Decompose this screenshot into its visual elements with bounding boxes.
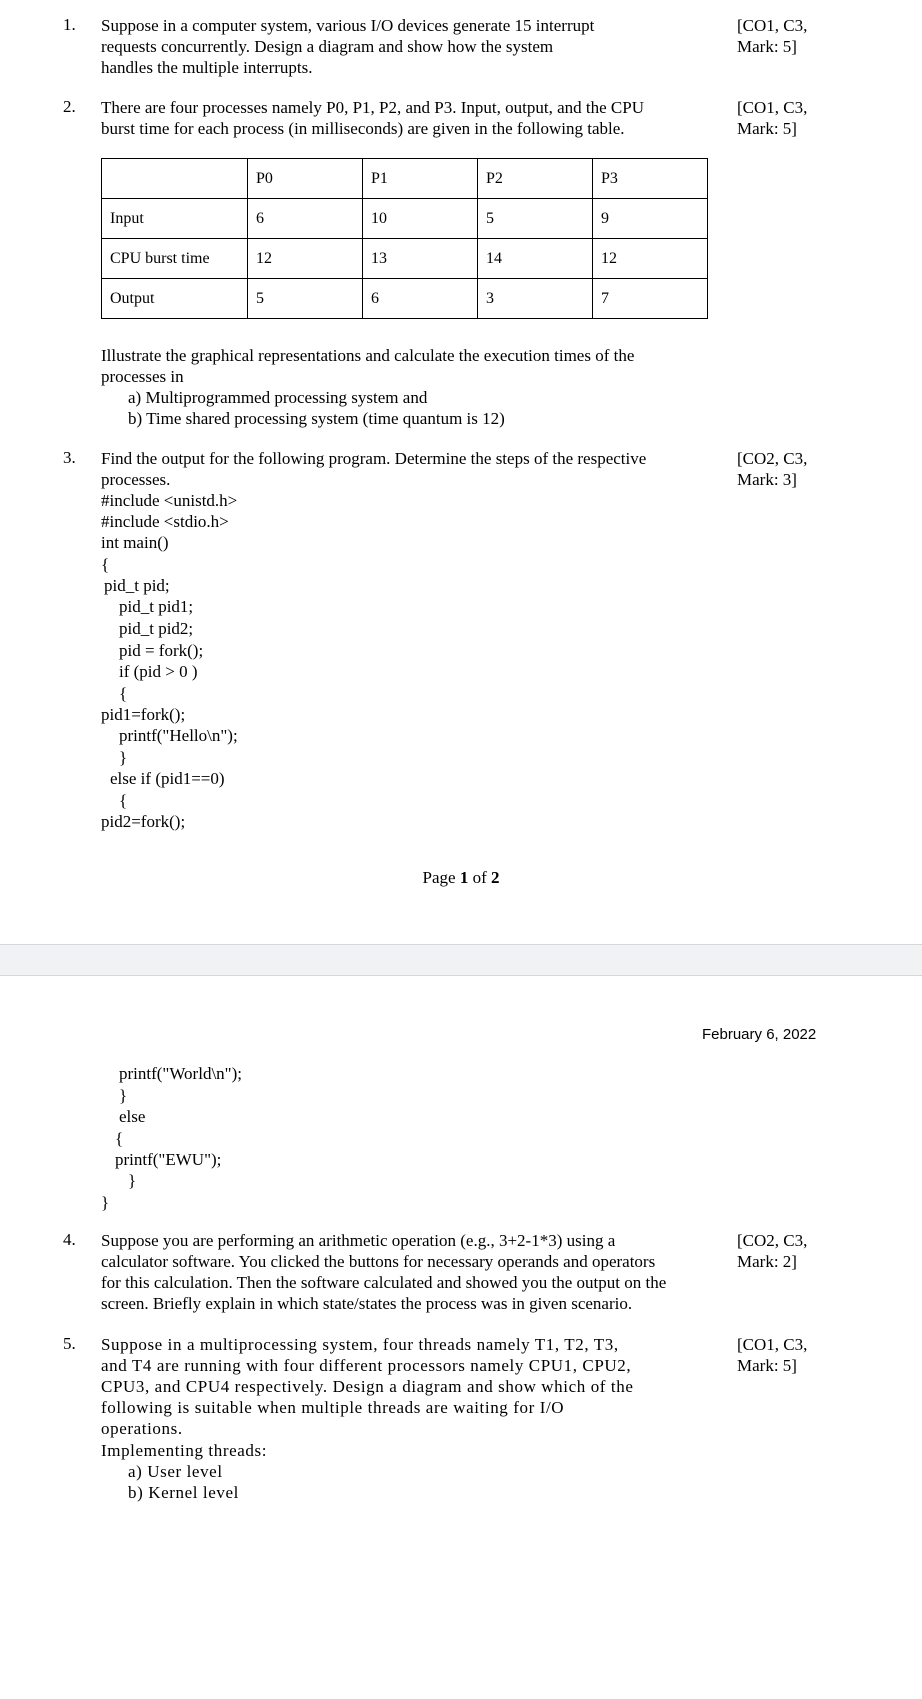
q5-subitem-b: b) Kernel level	[128, 1483, 239, 1502]
q5-mark-2: Mark: 5]	[737, 1356, 797, 1375]
q4-line-2: calculator software. You clicked the buttons for necessary operands and operators	[101, 1252, 656, 1271]
code-line: else	[119, 1107, 146, 1126]
code-line: printf("Hello\n");	[119, 726, 238, 745]
q1-mark-2: Mark: 5]	[737, 37, 797, 56]
table-row	[102, 279, 708, 319]
q1-line-2: requests concurrently. Design a diagram and show how the system	[101, 37, 554, 56]
q5-line-2: and T4 are running with four different processors namely CPU1, CPU2,	[101, 1356, 632, 1375]
table-cell: 13	[363, 239, 478, 279]
table-cell: Input	[102, 199, 248, 239]
q3-line-1: Find the output for the following program. Determine the steps of the respective	[101, 449, 647, 468]
q5-line-4: following is suitable when multiple threads are waiting for I/O	[101, 1398, 565, 1417]
code-line: pid_t pid;	[104, 576, 170, 595]
q3-mark-1: [CO2, C3,	[737, 449, 808, 468]
code-line: }	[119, 748, 128, 767]
table-cell: 9	[593, 199, 708, 239]
q5-number: 5.	[63, 1334, 76, 1353]
q4-mark-2: Mark: 2]	[737, 1252, 797, 1271]
table-cell: 6	[363, 279, 478, 319]
q5-line-6: Implementing threads:	[101, 1441, 268, 1460]
code-line: int main()	[101, 533, 169, 552]
q4-number: 4.	[63, 1230, 76, 1249]
q2-subitem-a: a) Multiprogrammed processing system and	[128, 388, 428, 407]
table-cell: 5	[248, 279, 363, 319]
q3-number: 3.	[63, 448, 76, 467]
table-header-cell: P2	[478, 159, 593, 199]
q1-number: 1.	[63, 15, 76, 34]
table-header-row	[102, 159, 708, 199]
table-header-cell: P3	[593, 159, 708, 199]
q2-line-2: burst time for each process (in milliseconds) are given in the following table.	[101, 119, 625, 138]
table-header-cell: P1	[363, 159, 478, 199]
q3-line-2: processes.	[101, 470, 171, 489]
table-cell: 6	[248, 199, 363, 239]
q5-line-3: CPU3, and CPU4 respectively. Design a diagram and show which of the	[101, 1377, 634, 1396]
q5-subitem-a: a) User level	[128, 1462, 223, 1481]
page-number: Page 1 of 2	[422, 868, 500, 887]
q5-line-5: operations.	[101, 1419, 183, 1438]
code-line: #include <unistd.h>	[101, 491, 238, 510]
code-line: {	[101, 555, 110, 574]
q4-line-3: for this calculation. Then the software calculated and showed you the output on the	[101, 1273, 667, 1292]
q1-line-1: Suppose in a computer system, various I/O devices generate 15 interrupt	[101, 16, 595, 35]
q1-mark-1: [CO1, C3,	[737, 16, 808, 35]
q2-after-line-1: Illustrate the graphical representations and calculate the execution times of the	[101, 346, 635, 365]
code-line: }	[101, 1193, 110, 1212]
code-line: #include <stdio.h>	[101, 512, 229, 531]
table-cell: 7	[593, 279, 708, 319]
table-cell: 5	[478, 199, 593, 239]
table-row	[102, 239, 708, 279]
table-cell: CPU burst time	[102, 239, 248, 279]
table-cell: 12	[248, 239, 363, 279]
code-line: else if (pid1==0)	[110, 769, 225, 788]
table-cell: 14	[478, 239, 593, 279]
table-cell: 12	[593, 239, 708, 279]
table-cell: 3	[478, 279, 593, 319]
code-line: pid_t pid1;	[119, 597, 194, 616]
q5-line-1: Suppose in a multiprocessing system, four threads namely T1, T2, T3,	[101, 1335, 619, 1354]
code-line: printf("EWU");	[115, 1150, 222, 1169]
table-cell: 10	[363, 199, 478, 239]
q2-mark-1: [CO1, C3,	[737, 98, 808, 117]
code-line: printf("World\n");	[119, 1064, 242, 1083]
code-line: {	[119, 684, 128, 703]
q3-mark-2: Mark: 3]	[737, 470, 797, 489]
table-cell: Output	[102, 279, 248, 319]
q2-number: 2.	[63, 97, 76, 116]
code-line: {	[119, 791, 128, 810]
page-date: February 6, 2022	[702, 1026, 817, 1043]
q2-line-1: There are four processes namely P0, P1, P2, and P3. Input, output, and the CPU	[101, 98, 644, 117]
q2-mark-2: Mark: 5]	[737, 119, 797, 138]
code-line: }	[119, 1086, 128, 1105]
q4-line-1: Suppose you are performing an arithmetic operation (e.g., 3+2-1*3) using a	[101, 1231, 616, 1250]
q1-line-3: handles the multiple interrupts.	[101, 58, 313, 77]
q5-mark-1: [CO1, C3,	[737, 1335, 808, 1354]
q4-line-4: screen. Briefly explain in which state/states the process was in given scenario.	[101, 1294, 633, 1313]
code-line: }	[128, 1171, 137, 1190]
q2-after-line-2: processes in	[101, 367, 184, 386]
page-separator	[0, 944, 922, 976]
process-table	[101, 158, 708, 319]
table-header-cell: P0	[248, 159, 363, 199]
code-line: pid_t pid2;	[119, 619, 194, 638]
table-row	[102, 199, 708, 239]
q2-subitem-b: b) Time shared processing system (time quantum is 12)	[128, 409, 505, 428]
code-line: if (pid > 0 )	[119, 662, 198, 681]
table-header-cell	[102, 159, 248, 199]
code-line: pid2=fork();	[101, 812, 186, 831]
code-line: {	[115, 1129, 124, 1148]
code-line: pid = fork();	[119, 641, 204, 660]
q4-mark-1: [CO2, C3,	[737, 1231, 808, 1250]
code-line: pid1=fork();	[101, 705, 186, 724]
